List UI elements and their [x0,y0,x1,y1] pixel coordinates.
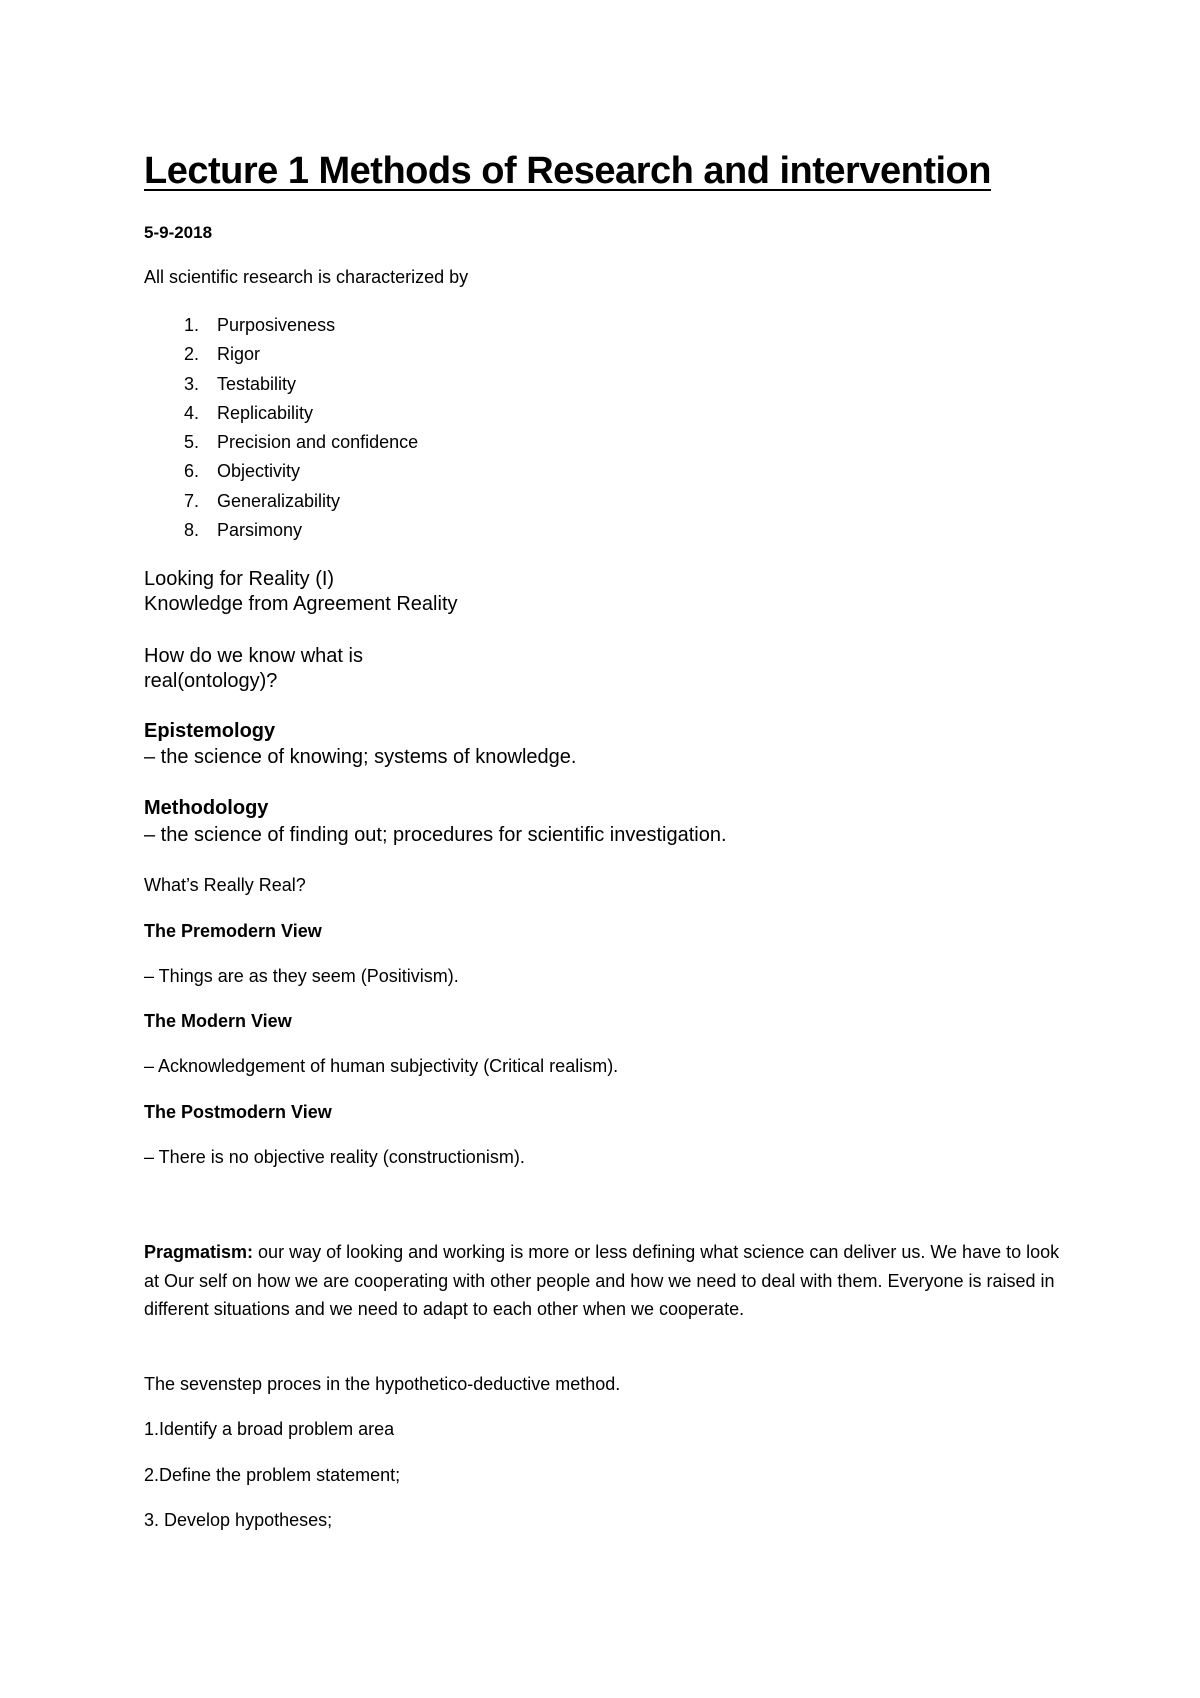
premodern-view-heading: The Premodern View [144,921,322,941]
list-number: 2. [184,344,200,365]
list-number: 3. [184,373,200,394]
ontology-question-line2: real(ontology)? [144,670,278,692]
ontology-question-line1: How do we know what is [144,645,363,667]
epistemology-heading: Epistemology [144,720,276,742]
list-label: Parsimony [217,520,303,541]
list-item [144,370,418,399]
list-label: Objectivity [217,461,301,482]
list-label: Precision and confidence [217,432,419,453]
really-real-question: What’s Really Real? [144,875,306,895]
list-number: 7. [184,490,200,511]
pragmatism-term: Pragmatism: [144,1242,254,1262]
list-item [144,487,418,516]
list-item [144,457,418,486]
step-item: 3. Develop hypotheses; [144,1510,333,1530]
premodern-view-text: – Things are as they seem (Positivism). [144,966,459,986]
modern-view-heading: The Modern View [144,1011,292,1031]
methodology-definition: – the science of finding out; procedures for scientific investigation. [144,824,727,846]
list-item [144,428,418,457]
pragmatism-paragraph [144,1238,1064,1324]
methodology-heading: Methodology [144,797,269,819]
list-label: Generalizability [217,490,341,511]
list-number: 4. [184,402,200,423]
list-label: Replicability [217,402,314,423]
reality-subheading: Knowledge from Agreement Reality [144,593,458,615]
modern-view-text: – Acknowledgement of human subjectivity (Critical realism). [144,1056,619,1076]
list-item [144,516,418,545]
reality-heading: Looking for Reality (I) [144,568,335,590]
characteristics-list [144,311,418,545]
list-number: 1. [184,315,200,335]
list-label: Testability [217,373,297,394]
step-item: 2.Define the problem statement; [144,1465,401,1485]
list-item [144,399,418,428]
sevenstep-intro: The sevenstep proces in the hypothetico-deductive method. [144,1374,621,1394]
step-item: 1.Identify a broad problem area [144,1419,395,1439]
list-number: 5. [184,432,200,453]
list-number: 6. [184,461,200,482]
list-label: Rigor [217,344,261,365]
pragmatism-text: our way of looking and working is more or less defining what science can deliver us. We have to look at Our self on how we are cooperating with other people and how we need to deal with them. Everyone is raised in different situations and we need to adapt to each other when we cooperate. [144,1242,1060,1319]
postmodern-view-heading: The Postmodern View [144,1102,332,1122]
list-number: 8. [184,520,200,541]
postmodern-view-text: – There is no objective reality (constructionism). [144,1147,525,1167]
epistemology-definition: – the science of knowing; systems of knowledge. [144,746,577,768]
list-item [144,340,418,369]
lecture-date: 5-9-2018 [144,223,213,242]
document-title: Lecture 1 Methods of Research and intervention [144,150,991,192]
intro-text: All scientific research is characterized by [144,267,469,287]
list-item [144,311,418,340]
list-label: Purposiveness [217,315,336,335]
